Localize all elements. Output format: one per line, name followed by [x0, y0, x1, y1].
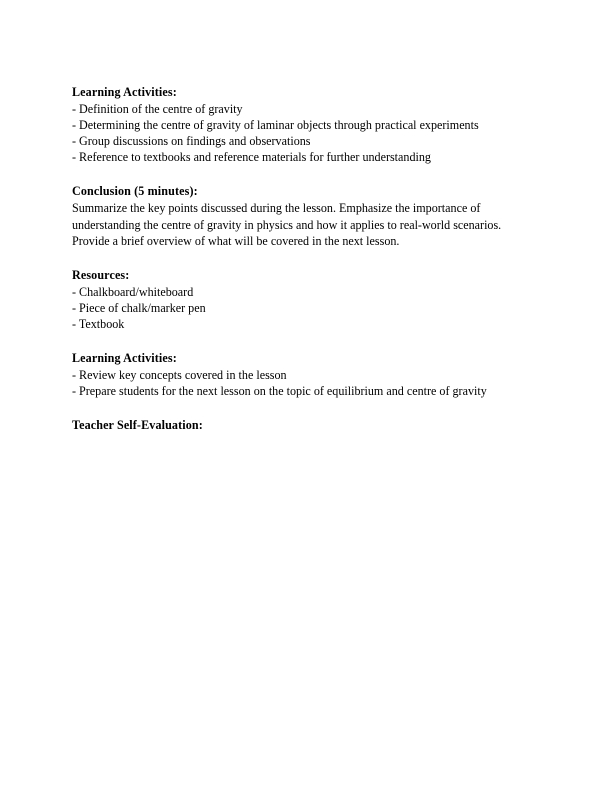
list-item: - Prepare students for the next lesson on the topic of equilibrium and centre of gravity	[72, 384, 487, 399]
section-conclusion	[72, 183, 540, 248]
section-heading: Conclusion (5 minutes):	[72, 184, 198, 199]
list-item: - Definition of the centre of gravity	[72, 102, 243, 117]
list-item: - Group discussions on findings and observations	[72, 134, 311, 149]
list-item: - Reference to textbooks and reference materials for further understanding	[72, 150, 431, 165]
section-heading: Teacher Self-Evaluation:	[72, 418, 203, 433]
section-paragraph: Summarize the key points discussed during the lesson. Emphasize the importance of understanding the centre of gravity in physics and how it applies to real-world scenarios. Provide a brief overview of what will be covered in the next lesson.	[72, 201, 502, 248]
list-item: - Chalkboard/whiteboard	[72, 284, 194, 299]
list-item: - Review key concepts covered in the lesson	[72, 368, 287, 383]
section-heading: Learning Activities:	[72, 85, 177, 99]
section-resources	[72, 267, 540, 332]
section-heading: Learning Activities:	[72, 351, 177, 366]
list-item: - Piece of chalk/marker pen	[72, 300, 206, 315]
section-teacher-self-evaluation	[72, 417, 540, 433]
section-learning-activities-2	[72, 350, 540, 399]
list-item: - Textbook	[72, 316, 125, 331]
section-learning-activities-1	[72, 84, 540, 165]
section-heading: Resources:	[72, 267, 130, 282]
list-item: - Determining the centre of gravity of laminar objects through practical experiments	[72, 118, 479, 133]
